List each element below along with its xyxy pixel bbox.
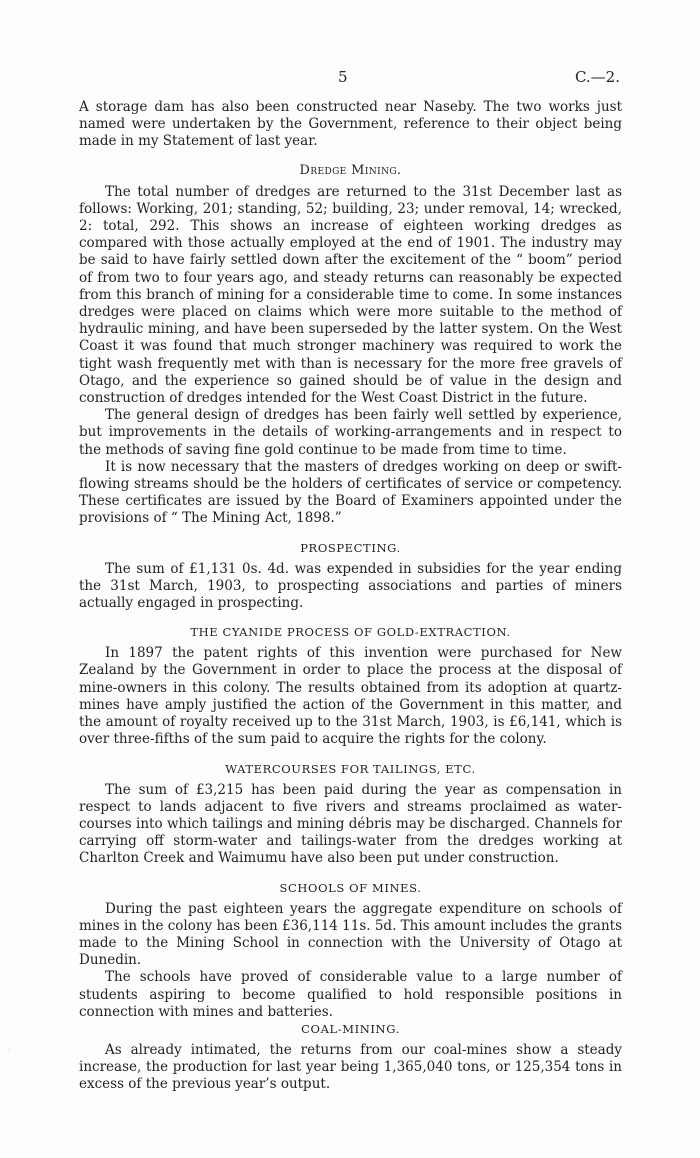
paragraph: It is now necessary that the masters of dredges working on deep or swift-flowing streams should be the holders of certificates of service or competency. These certificates are issued by the Board of Examiners appointed under the provisions of “ The Mining Act, 1898.” bbox=[79, 458, 622, 527]
paragraph: The total number of dredges are returned to the 31st December last as follows: Working, 201; standing, 52; building, 23; under removal, 14; wrecked, 2: total, 292. This shows an increase of eighteen working dredges as compared with those actually employed at the end of 1901. The industry may be said to have fairly settled down after the excitement of the “ boom” period of from two to four years ago, and steady returns can reasonably be expected from this branch of mining for a considerable time to come. In some instances dredges were placed on claims which were more suitable to the method of hydraulic mining, and have been superseded by the latter system. On the West Coast it was found that much stronger machinery was required to work the tight wash frequently met with than is necessary for the more free gravels of Otago, and the experience so gained should be of value in the design and construction of dredges intended for the West Coast District in the future. bbox=[79, 183, 622, 407]
section-heading-watercourses: WATERCOURSES FOR TAILINGS, ETC. bbox=[225, 761, 476, 776]
section-heading-coal-mining: COAL-MINING. bbox=[301, 1021, 400, 1036]
section-heading-cyanide-process: THE CYANIDE PROCESS OF GOLD-EXTRACTION. bbox=[190, 625, 511, 640]
paragraph: In 1897 the patent rights of this invention were purchased for New Zealand by the Government in order to place the process at the disposal of mine-owners in this colony. The results obtained from its adoption at quartz-mines have amply justified the action of the Government in this matter, and the amount of royalty received up to the 31st March, 1903, is £6,141, which is over three-fifths of the sum paid to acquire the rights for the colony. bbox=[79, 645, 622, 748]
section-heading-schools-of-mines: SCHOOLS OF MINES. bbox=[279, 880, 422, 895]
paragraph: The sum of £3,215 has been paid during the year as compensation in respect to lands adjacent to five rivers and streams proclaimed as water-courses into which tailings and mining débris may be discharged. Channels for carrying off storm-water and tailings-water from the dredges working at Charlton Creek and Waimumu have also been put under construction. bbox=[79, 781, 622, 867]
paragraph: As already intimated, the returns from our coal-mines show a steady increase, the production for last year being 1,365,040 tons, or 125,354 tons in excess of the previous year’s output. bbox=[79, 1041, 622, 1093]
paragraph: During the past eighteen years the aggregate expenditure on schools of mines in the colony has been £36,114 11s. 5d. This amount includes the grants made to the Mining School in connection with the University of Otago at Dunedin. bbox=[79, 900, 623, 969]
paragraph: A storage dam has also been constructed near Naseby. The two works just named were undertaken by the Government, reference to their object being made in my Statement of last year. bbox=[79, 99, 622, 150]
page-number: 5 bbox=[338, 68, 348, 86]
page-body bbox=[79, 99, 622, 1094]
paragraph: The sum of £1,131 0s. 4d. was expended in subsidies for the year ending the 31st March, 1903, to prospecting associations and parties of miners actually engaged in prospecting. bbox=[79, 560, 622, 612]
page-header bbox=[0, 68, 700, 88]
paragraph: The general design of dredges has been fairly well settled by experience, but improvements in the details of working-arrangements and in respect to the methods of saving fine gold continue to be made from time to time. bbox=[79, 407, 622, 458]
section-heading-prospecting: PROSPECTING. bbox=[300, 540, 401, 555]
section-heading-dredge-mining: Dredge Mining. bbox=[299, 162, 402, 178]
paragraph: The schools have proved of considerable value to a large number of students aspiring to become qualified to hold responsible positions in connection with mines and batteries. bbox=[79, 969, 622, 1020]
scan-mark: · bbox=[8, 1046, 11, 1056]
document-reference: C.—2. bbox=[574, 68, 620, 86]
